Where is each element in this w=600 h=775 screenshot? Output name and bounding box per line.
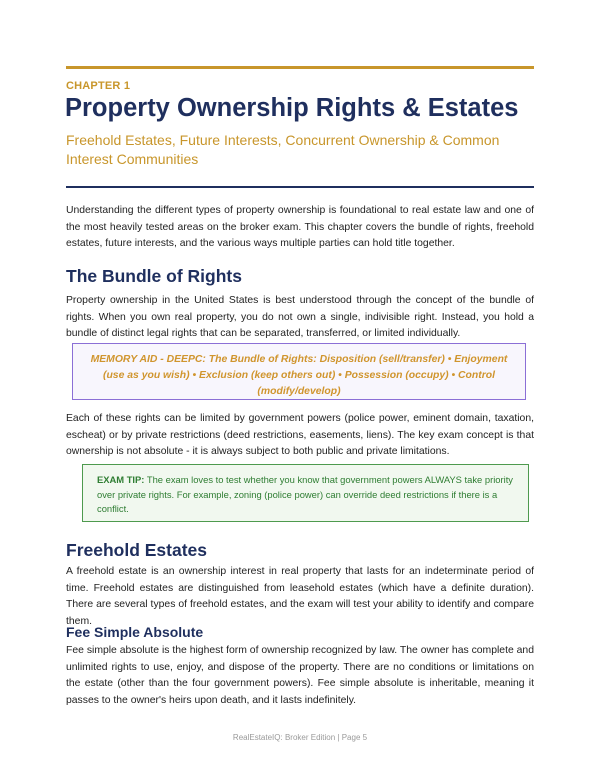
header-bottom-rule [66,186,534,188]
bundle-of-rights-heading: The Bundle of Rights [66,266,242,286]
page-footer: RealEstateIQ: Broker Edition | Page 5 [232,733,368,742]
exam-tip-box [82,464,529,522]
fee-simple-paragraph: Fee simple absolute is the highest form of ownership recognized by law. The owner has complete and unlimited rights to use, enjoy, and dispose of the property. There are no conditions or limitations on the estate (other than the four government powers). Fee simple absolute is inheritable, meaning it passes to the owner's heirs upon death, and it lasts indefinitely. [66,645,534,706]
bundle-paragraph-1: Property ownership in the United States is best understood through the concept of the bundle of rights. When you own real property, you do not own a single, indivisible right. Instead, you hold a bundle of distinct legal rights that can be separated, transferred, or limited individually. [66,295,534,340]
freehold-estates-heading: Freehold Estates [66,540,208,560]
chapter-label: CHAPTER 1 [66,80,131,92]
chapter-subtitle: Freehold Estates, Future Interests, Concurrent Ownership & Common Interest Communities [66,132,500,167]
chapter-title: Property Ownership Rights & Estates [65,94,519,122]
bundle-paragraph-2: Each of these rights can be limited by government powers (police power, eminent domain, taxation, escheat) or by private restrictions (deed restrictions, easements, liens). The key exam concept is that ownership is not absolute - it is always subject to both public and private limitations. [66,413,534,458]
intro-paragraph: Understanding the different types of property ownership is foundational to real estate law and one of the most heavily tested areas on the broker exam. This chapter covers the bundle of rights, freehold estates, future interests, and the various ways multiple parties can hold title together. [66,205,534,250]
exam-tip-label: EXAM TIP: [97,474,145,485]
memory-aid-text: MEMORY AID - DEEPC: The Bundle of Rights: Disposition (sell/transfer) • Enjoyment (use as you wish) • Exclusion (keep others out) • Possession (occupy) • Control (modify/develop) [90,354,508,397]
header-top-rule [66,66,534,69]
freehold-paragraph: A freehold estate is an ownership interest in real property that lasts for an indeterminate period of time. Freehold estates are distinguished from leasehold estates (which have a definite duration). There are several types of freehold estates, and the exam will test your ability to identify and compare them. [66,566,534,627]
memory-aid-box [72,343,526,400]
fee-simple-heading: Fee Simple Absolute [66,624,204,640]
exam-tip-text: The exam loves to test whether you know that government powers ALWAYS take priority over private rights. For example, zoning (police power) can override deed restrictions if there is a conflict. [97,474,513,515]
